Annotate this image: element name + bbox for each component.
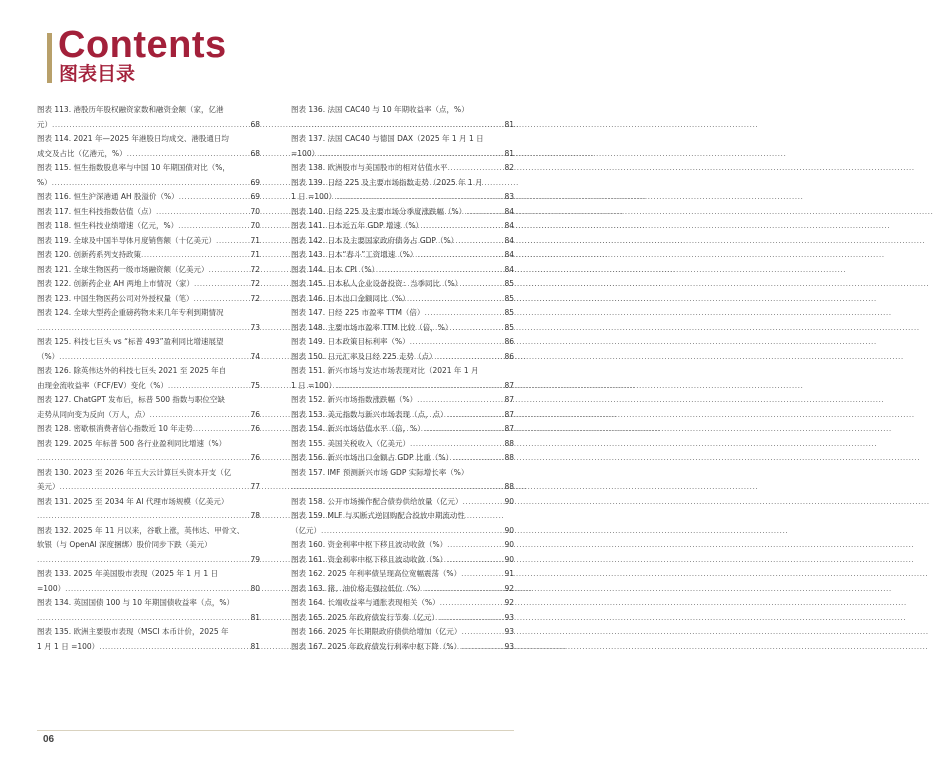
toc-entry-text: 图表 139. 日经 225 及主要市场指数走势（2025 年 1 月 xyxy=(291,177,483,187)
toc-entry-text: 图表 150. 日元汇率及日经 225 走势（点） xyxy=(291,351,437,361)
toc-entry[interactable] xyxy=(291,625,514,640)
dot-leader xyxy=(410,335,505,350)
toc-page-number: 86 xyxy=(504,351,514,361)
toc-page-number: 69 xyxy=(250,192,260,201)
dot-leader xyxy=(417,248,504,263)
toc-entry[interactable] xyxy=(291,495,514,510)
toc-page-number: 78 xyxy=(250,511,260,520)
toc-page-number: 72 xyxy=(250,279,260,288)
toc-entry[interactable] xyxy=(291,321,514,336)
dot-leader xyxy=(462,277,504,292)
footer-divider xyxy=(37,730,514,731)
toc-entry[interactable] xyxy=(291,205,514,220)
toc-page-number: 88 xyxy=(504,482,514,491)
toc-entry-text: 图表 120. 创新药系列支持政策 xyxy=(37,250,141,259)
toc-entry-text: 图表 124. 全球大型药企重磅药物未来几年专利到期情况 xyxy=(37,308,224,317)
toc-entry[interactable] xyxy=(291,567,514,582)
toc-entry[interactable] xyxy=(37,466,260,495)
toc-entry[interactable] xyxy=(291,437,514,452)
toc-entry[interactable] xyxy=(37,292,260,307)
dot-leader xyxy=(447,538,504,553)
toc-entry-text: 图表 135. 欧洲主要股市表现（MSCI 本币计价，2025 年 xyxy=(37,627,229,636)
toc-entry-text: 图表 158. 公开市场操作配合债券供给放量（亿元） xyxy=(291,496,463,506)
toc-page-number: 81 xyxy=(504,148,514,158)
dot-leader xyxy=(319,147,504,162)
toc-entry-text: 美元） xyxy=(37,482,60,491)
toc-entry-text: %） xyxy=(37,177,52,187)
toc-page-number: 84 xyxy=(504,264,514,274)
toc-entry[interactable] xyxy=(291,640,514,655)
dot-leader xyxy=(410,437,504,452)
toc-entry-text: 图表 114. 2021 年—2025 年港股日均成交、港股通日均 xyxy=(37,134,229,143)
dot-leader xyxy=(141,248,250,263)
toc-entry-text: 图表 148. 主要市场市盈率 TTM 比较（倍，%） xyxy=(291,322,453,332)
toc-entry-text: 图表 116. 恒生沪深港通 AH 股溢价（%） xyxy=(37,192,179,201)
toc-entry-text: 图表 142. 日本及主要国家政府债务占 GDP（%） xyxy=(291,235,459,245)
toc-page-number: 75 xyxy=(250,380,260,390)
toc-entry[interactable] xyxy=(291,509,514,538)
toc-entry-text: 图表 136. 法国 CAC40 与 10 年期收益率（点，%） xyxy=(291,105,469,114)
toc-entry[interactable] xyxy=(37,393,260,422)
toc-entry[interactable] xyxy=(291,582,514,597)
toc-entry-text: 图表 117. 恒生科技指数估值（点） xyxy=(37,206,156,216)
dot-leader xyxy=(59,350,250,365)
toc-page-number: 81 xyxy=(250,641,260,651)
toc-page-number: 79 xyxy=(250,554,260,564)
dot-leader xyxy=(168,379,251,394)
toc-entry-text: 成交及占比（亿港元，%） xyxy=(37,148,127,158)
dot-leader xyxy=(193,422,251,437)
dot-leader xyxy=(452,321,504,336)
toc-entry[interactable] xyxy=(291,103,514,132)
toc-entry[interactable] xyxy=(291,422,514,437)
toc-entry[interactable] xyxy=(291,596,514,611)
toc-page-number: 87 xyxy=(504,380,514,390)
toc-entry-text: 图表 126. 除英伟达外的科技七巨头 2021 至 2025 年自 xyxy=(37,366,227,375)
toc-page-number: 71 xyxy=(250,235,260,245)
toc-page-number: 87 xyxy=(504,424,514,433)
toc-entry[interactable] xyxy=(291,161,514,176)
toc-entry-text: 图表 167. 2025 年政府债发行利率中枢下降（%） xyxy=(291,641,462,651)
dot-leader xyxy=(410,292,505,307)
toc-page-number: 77 xyxy=(250,482,260,491)
toc-page-number: 84 xyxy=(504,206,514,216)
toc-page-number: 76 xyxy=(250,409,260,419)
toc-entry-text: 图表 138. 欧洲股市与美国股市的相对估值水平 xyxy=(291,163,448,172)
toc-page-number: 83 xyxy=(504,192,514,201)
toc-entry[interactable] xyxy=(291,538,514,553)
toc-entry[interactable] xyxy=(37,190,260,205)
toc-entry-text: 图表 123. 中国生物医药公司对外授权量（笔） xyxy=(37,293,194,303)
toc-page-number: 93 xyxy=(504,641,514,651)
toc-entry-text: 图表 149. 日本政策目标利率（%） xyxy=(291,337,410,346)
toc-entry-text: 图表 121. 全球生物医药一级市场融资额（亿美元） xyxy=(37,264,209,274)
dot-leader xyxy=(99,640,250,655)
toc-entry-text: 图表 151. 新兴市场与发达市场表现对比（2021 年 1 月 xyxy=(291,366,479,375)
toc-entry-text: 图表 113. 港股历年股权融资家数和融资金额（家，亿港 xyxy=(37,105,224,114)
toc-page-number: 76 xyxy=(250,453,260,462)
toc-entry-text: 图表 143. 日本“春斗”工资增速（%） xyxy=(291,250,418,259)
dot-leader xyxy=(461,567,504,582)
toc-page-number: 74 xyxy=(250,351,260,361)
toc-entry[interactable] xyxy=(291,451,514,466)
toc-entry[interactable] xyxy=(37,277,260,292)
dot-leader xyxy=(291,480,504,495)
toc-entry-text: 图表 119. 全球及中国半导体月度销售额（十亿美元） xyxy=(37,235,216,245)
dot-leader xyxy=(37,509,250,524)
toc-entry-text: 图表 164. 长端收益率与通胀表现相关（%） xyxy=(291,598,440,607)
toc-entry[interactable] xyxy=(37,161,260,190)
toc-entry-text: 图表 162. 2025 年利率债呈现高位宽幅震荡（%） xyxy=(291,569,462,578)
dot-leader xyxy=(321,524,504,539)
dot-leader xyxy=(336,190,504,205)
toc-entry-text: 图表 133. 2025 年美国股市表现（2025 年 1 月 1 日 xyxy=(37,569,218,578)
toc-entry[interactable] xyxy=(37,219,260,234)
toc-entry[interactable] xyxy=(291,234,514,249)
toc-entry[interactable] xyxy=(291,553,514,568)
dot-leader xyxy=(193,292,250,307)
toc-page-number: 73 xyxy=(250,322,260,332)
dot-leader xyxy=(156,205,250,220)
toc-entry[interactable] xyxy=(37,248,260,263)
page-subtitle: 图表目录 xyxy=(59,63,136,85)
toc-entry[interactable] xyxy=(37,422,260,437)
toc-page-number: 87 xyxy=(504,409,514,419)
toc-entry-text: 图表 152. 新兴市场指数涨跌幅（%） xyxy=(291,395,418,404)
toc-entry-text: 图表 128. 密歇根消费者信心指数近 10 年走势 xyxy=(37,424,193,433)
toc-entry-text: 图表 125. 科技七巨头 vs “标普 493”盈利同比增速展望 xyxy=(37,337,224,346)
dot-leader xyxy=(425,582,505,597)
dot-leader xyxy=(179,190,251,205)
toc-entry[interactable] xyxy=(291,350,514,365)
dot-leader xyxy=(127,147,251,162)
dot-leader xyxy=(52,176,251,191)
dot-leader xyxy=(37,553,250,568)
toc-page-number: 85 xyxy=(504,293,514,303)
toc-entry-text: 图表 165. 2025 年政府债发行节奏（亿元） xyxy=(291,612,439,622)
toc-entry-text: 1 月 1 日 =100） xyxy=(37,641,100,651)
dot-leader xyxy=(440,596,505,611)
toc-entry[interactable] xyxy=(37,437,260,466)
dot-leader xyxy=(216,234,250,249)
dot-leader xyxy=(194,277,250,292)
toc-page-number: 88 xyxy=(504,453,514,462)
dot-leader xyxy=(52,118,250,133)
toc-page-number: 87 xyxy=(504,395,514,404)
toc-entry[interactable] xyxy=(37,263,260,278)
toc-entry-text: 1 日 =100） xyxy=(291,380,337,390)
toc-entry-text: 图表 118. 恒生科技业绩增速（亿元，%） xyxy=(37,221,179,230)
toc-column-left xyxy=(37,103,260,654)
dot-leader xyxy=(60,480,251,495)
toc-entry-text: 图表 129. 2025 年标普 500 各行业盈利同比增速（%） xyxy=(37,438,227,448)
toc-page-number: 72 xyxy=(250,293,260,303)
toc-page-number: 80 xyxy=(250,583,260,593)
toc-entry-text: 图表 140. 日经 225 及主要市场分季度涨跌幅（%） xyxy=(291,206,467,216)
toc-entry[interactable] xyxy=(37,625,260,654)
toc-page-number: 70 xyxy=(250,221,260,230)
dot-leader xyxy=(379,263,505,278)
toc-page-number: 84 xyxy=(504,221,514,230)
toc-entry[interactable] xyxy=(291,306,514,321)
toc-column-right xyxy=(291,103,514,654)
toc-entry[interactable] xyxy=(37,234,260,249)
toc-entry[interactable] xyxy=(37,306,260,335)
toc-entry-text: 图表 141. 日本近五年 GDP 增速（%） xyxy=(291,221,423,230)
toc-entry-text: 图表 145. 日本私人企业设备投资：当季同比（%） xyxy=(291,279,463,288)
toc-entry-text: =100） xyxy=(291,148,320,158)
toc-entry[interactable] xyxy=(291,408,514,423)
dot-leader xyxy=(336,379,504,394)
toc-page-number: 84 xyxy=(504,235,514,245)
toc-entry[interactable] xyxy=(37,103,260,132)
toc-entry-text: 走势从同向变为反向（万人，点） xyxy=(37,409,150,419)
toc-entry-text: 图表 127. ChatGPT 发布后，标普 500 指数与职位空缺 xyxy=(37,395,225,404)
dot-leader xyxy=(178,219,250,234)
toc-entry-text: 软银（与 OpenAI 深度捆绑）股价同步下跌（美元） xyxy=(37,540,212,549)
dot-leader xyxy=(37,451,250,466)
toc-page-number: 81 xyxy=(250,612,260,622)
dot-leader xyxy=(425,422,505,437)
toc-page-number: 88 xyxy=(504,438,514,448)
toc-page-number: 90 xyxy=(504,525,514,535)
toc-page-number: 69 xyxy=(250,177,260,187)
dot-leader xyxy=(291,118,504,133)
toc-entry-text: 图表 166. 2025 年长期限政府债供给增加（亿元） xyxy=(291,627,462,636)
toc-page-number: 85 xyxy=(504,322,514,332)
toc-entry-text: 图表 163. 猪、油价格走强拉低位（%） xyxy=(291,583,425,593)
dot-leader xyxy=(437,350,505,365)
title-accent-bar xyxy=(47,33,52,83)
toc-entry-text: 元） xyxy=(37,119,52,129)
dot-leader xyxy=(447,161,504,176)
dot-leader xyxy=(462,495,504,510)
toc-entry[interactable] xyxy=(291,466,514,495)
toc-entry[interactable] xyxy=(37,364,260,393)
toc-entry[interactable] xyxy=(37,205,260,220)
toc-entry-text: 图表 157. IMF 预测新兴市场 GDP 实际增长率（%） xyxy=(291,467,469,477)
toc-entry-text: 图表 155. 美国关税收入（亿美元） xyxy=(291,438,410,448)
toc-entry[interactable] xyxy=(37,495,260,524)
toc-page-number: 90 xyxy=(504,554,514,564)
toc-entry-text: 图表 131. 2025 至 2034 年 AI 代理市场规模（亿美元） xyxy=(37,496,229,506)
toc-entry[interactable] xyxy=(291,364,514,393)
toc-entry-text: 图表 130. 2023 至 2026 年五大云计算巨头资本开支（亿 xyxy=(37,467,232,477)
dot-leader xyxy=(439,611,505,626)
toc-entry-text: 图表 160. 资金利率中枢下移且波动收敛（%） xyxy=(291,540,448,549)
toc-entry-text: 由现金流收益率（FCF/EV）变化（%） xyxy=(37,380,168,390)
toc-entry[interactable] xyxy=(291,176,514,205)
toc-entry[interactable] xyxy=(291,292,514,307)
dot-leader xyxy=(208,263,250,278)
dot-leader xyxy=(458,234,504,249)
dot-leader xyxy=(65,582,250,597)
toc-entry[interactable] xyxy=(37,596,260,625)
dot-leader xyxy=(453,451,504,466)
toc-page-number: 92 xyxy=(504,598,514,607)
toc-entry-text: 图表 132. 2025 年 11 月以来，谷歌上涨，英伟达、甲骨文、 xyxy=(37,525,245,535)
toc-page-number: 68 xyxy=(250,119,260,129)
toc-entry[interactable] xyxy=(291,611,514,626)
dot-leader xyxy=(37,321,250,336)
toc-entry-text: 图表 137. 法国 CAC40 与德国 DAX（2025 年 1 月 1 日 xyxy=(291,134,484,143)
toc-entry[interactable] xyxy=(291,393,514,408)
toc-entry-text: 图表 115. 恒生指数股息率与中国 10 年期国债对比（%， xyxy=(37,163,230,172)
toc-page-number: 92 xyxy=(504,583,514,593)
toc-entry-text: （亿元） xyxy=(291,525,321,535)
toc-entry[interactable] xyxy=(37,524,260,568)
dot-leader xyxy=(461,625,504,640)
toc-entry-text: 图表 147. 日经 225 市盈率 TTM（倍） xyxy=(291,308,425,317)
dot-leader xyxy=(461,640,504,655)
toc-page-number: 72 xyxy=(250,264,260,274)
dot-leader xyxy=(423,219,504,234)
dot-leader xyxy=(424,306,504,321)
toc-page-number: 81 xyxy=(504,119,514,129)
toc-entry[interactable] xyxy=(291,219,514,234)
toc-page-number: 90 xyxy=(504,496,514,506)
toc-page-number: 70 xyxy=(250,206,260,216)
dot-leader xyxy=(150,408,251,423)
dot-leader xyxy=(447,553,504,568)
toc-page-number: 86 xyxy=(504,337,514,346)
dot-leader xyxy=(417,393,504,408)
toc-page-number: 91 xyxy=(504,569,514,578)
toc-entry-text: 图表 134. 英国国债 100 与 10 年期国债收益率（点，%） xyxy=(37,598,234,607)
toc-entry-text: 1 日 =100） xyxy=(291,192,337,201)
toc-entry[interactable] xyxy=(291,277,514,292)
toc-page-number: 93 xyxy=(504,627,514,636)
page-number: 06 xyxy=(43,734,55,745)
toc-page-number: 71 xyxy=(250,250,260,259)
toc-entry[interactable] xyxy=(291,263,514,278)
toc-entry-text: 图表 122. 创新药企业 AH 两地上市情况（家） xyxy=(37,279,195,288)
toc-entry[interactable] xyxy=(291,132,514,161)
toc-entry-text: =100） xyxy=(37,583,66,593)
toc-page-number: 76 xyxy=(250,424,260,433)
toc-entry[interactable] xyxy=(37,567,260,596)
toc-page-number: 85 xyxy=(504,279,514,288)
toc-entry-text: 图表 153. 美元指数与新兴市场表现（点，点） xyxy=(291,409,448,419)
toc-entry-text: 图表 159. MLF 与买断式逆回购配合投放中期流动性 xyxy=(291,511,465,520)
dot-leader xyxy=(447,408,504,423)
toc-entry[interactable] xyxy=(291,248,514,263)
toc-entry-text: （%） xyxy=(37,351,60,361)
toc-page-number: 90 xyxy=(504,540,514,549)
dot-leader xyxy=(37,611,250,626)
toc-entry[interactable] xyxy=(37,335,260,364)
toc-page-number: 68 xyxy=(250,148,260,158)
toc-entry[interactable] xyxy=(37,132,260,161)
toc-entry-text: 图表 144. 日本 CPI（%） xyxy=(291,264,379,274)
dot-leader xyxy=(466,205,504,220)
toc-entry-text: 图表 154. 新兴市场估值水平（倍，%） xyxy=(291,424,425,433)
page-title: Contents xyxy=(58,24,227,66)
toc-entry-text: 图表 161. 资金利率中枢下移且波动收敛（%） xyxy=(291,554,448,564)
toc-page-number: 82 xyxy=(504,163,514,172)
toc-entry-text: 图表 156. 新兴市场出口金额占 GDP 比重（%） xyxy=(291,453,453,462)
toc-page-number: 84 xyxy=(504,250,514,259)
toc-page-number: 85 xyxy=(504,308,514,317)
toc-entry[interactable] xyxy=(291,335,514,350)
toc-page-number: 93 xyxy=(504,612,514,622)
toc-entry-text: 图表 146. 日本出口金额同比（%） xyxy=(291,293,410,303)
